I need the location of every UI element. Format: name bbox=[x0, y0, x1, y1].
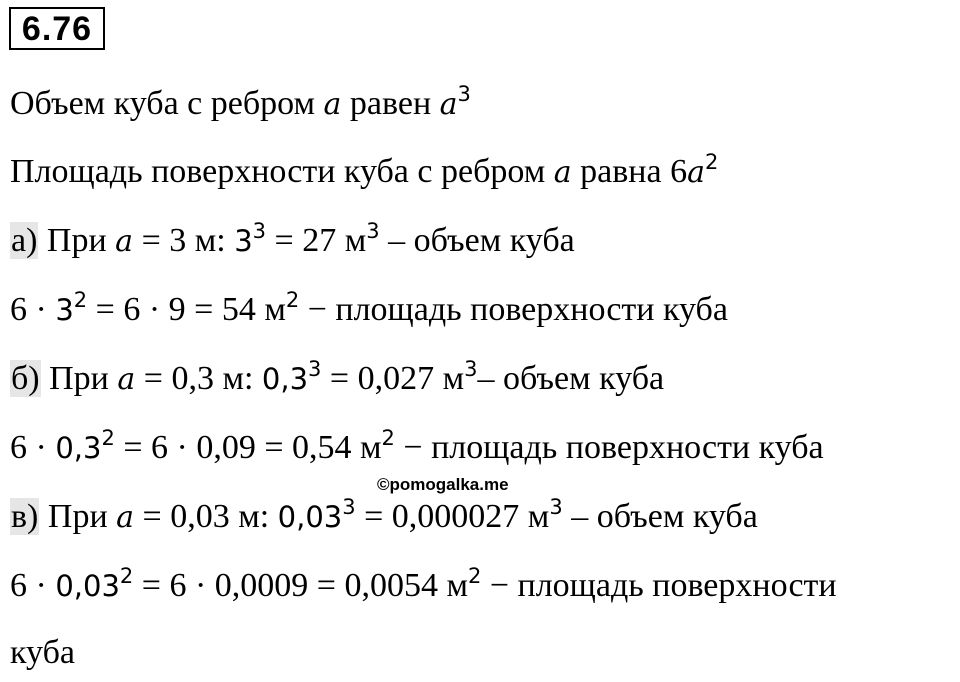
exponent: 3 bbox=[342, 495, 356, 519]
when-text: При bbox=[49, 360, 109, 397]
edge-variable: a bbox=[439, 87, 458, 122]
edge-variable: a bbox=[116, 500, 135, 535]
exponent: 3 bbox=[252, 219, 267, 243]
exponent: 2 bbox=[381, 426, 395, 450]
base-value: 0,03 bbox=[277, 500, 343, 534]
base-value: 0,3 bbox=[55, 431, 102, 465]
volume-eq: равен bbox=[349, 85, 432, 122]
part-c-volume-line bbox=[10, 497, 758, 538]
base-value: 3 bbox=[55, 293, 74, 327]
edge-value: = 0,3 м: bbox=[143, 360, 254, 397]
volume-desc: – объем куба bbox=[571, 498, 758, 535]
cube-word: куба bbox=[10, 634, 75, 671]
part-a-volume-line bbox=[10, 221, 575, 262]
part-label: б) bbox=[11, 360, 40, 397]
exponent: 2 bbox=[73, 288, 88, 312]
area-lead: 6 · bbox=[10, 291, 56, 328]
watermark: ©pomogalka.me bbox=[377, 475, 509, 494]
volume-result: = 0,027 м bbox=[329, 360, 465, 397]
exponent: 2 bbox=[101, 426, 115, 450]
area-eq: равна 6 bbox=[580, 153, 688, 190]
volume-desc: – объем куба bbox=[388, 222, 575, 259]
area-desc: − площадь поверхности bbox=[489, 567, 837, 604]
edge-variable: a bbox=[323, 87, 342, 122]
area-formula-line bbox=[10, 152, 718, 193]
edge-variable: a bbox=[687, 155, 705, 190]
edge-value: = 0,03 м: bbox=[142, 498, 270, 535]
part-a-area-line bbox=[10, 290, 728, 330]
area-result: = 6 · 0,09 = 0,54 м bbox=[123, 429, 382, 466]
part-c-area-line-cont bbox=[10, 633, 75, 673]
base-value: 0,3 bbox=[261, 362, 309, 396]
base-value: 3 bbox=[234, 224, 253, 258]
base-value: 0,03 bbox=[55, 569, 120, 603]
when-text: При bbox=[46, 222, 107, 259]
volume-text: Объем куба с ребром bbox=[10, 85, 316, 122]
edge-variable: a bbox=[553, 155, 572, 190]
part-b-volume-line bbox=[10, 359, 664, 400]
area-result: = 6 · 0,0009 = 0,0054 м bbox=[141, 567, 468, 604]
area-desc: − площадь поверхности куба bbox=[403, 429, 824, 466]
when-text: При bbox=[47, 498, 108, 535]
task-number: 6.76 bbox=[9, 7, 105, 50]
volume-desc: – объем куба bbox=[477, 360, 665, 397]
volume-formula-line bbox=[10, 84, 471, 125]
exponent: 2 bbox=[704, 150, 719, 174]
area-result: = 6 · 9 = 54 м bbox=[95, 291, 286, 328]
exponent: 3 bbox=[549, 495, 563, 519]
exponent: 2 bbox=[119, 564, 134, 588]
part-b-area-line bbox=[10, 428, 824, 468]
exponent: 2 bbox=[467, 564, 482, 588]
edge-value: = 3 м: bbox=[141, 222, 226, 259]
part-label: в) bbox=[11, 498, 39, 535]
part-label: а) bbox=[11, 222, 38, 259]
area-lead: 6 · bbox=[10, 429, 56, 466]
exponent: 2 bbox=[285, 288, 300, 312]
area-desc: − площадь поверхности куба bbox=[307, 291, 728, 328]
exponent: 3 bbox=[308, 357, 322, 381]
part-c-area-line bbox=[10, 566, 837, 606]
exponent: 3 bbox=[464, 357, 478, 381]
edge-variable: a bbox=[117, 362, 136, 397]
exponent: 3 bbox=[366, 219, 380, 243]
volume-result: = 0,000027 м bbox=[364, 498, 550, 535]
edge-variable: a bbox=[115, 224, 134, 259]
area-text: Площадь поверхности куба с ребром bbox=[10, 153, 546, 190]
exponent: 3 bbox=[457, 82, 471, 106]
volume-result: = 27 м bbox=[274, 222, 367, 259]
area-lead: 6 · bbox=[10, 567, 56, 604]
